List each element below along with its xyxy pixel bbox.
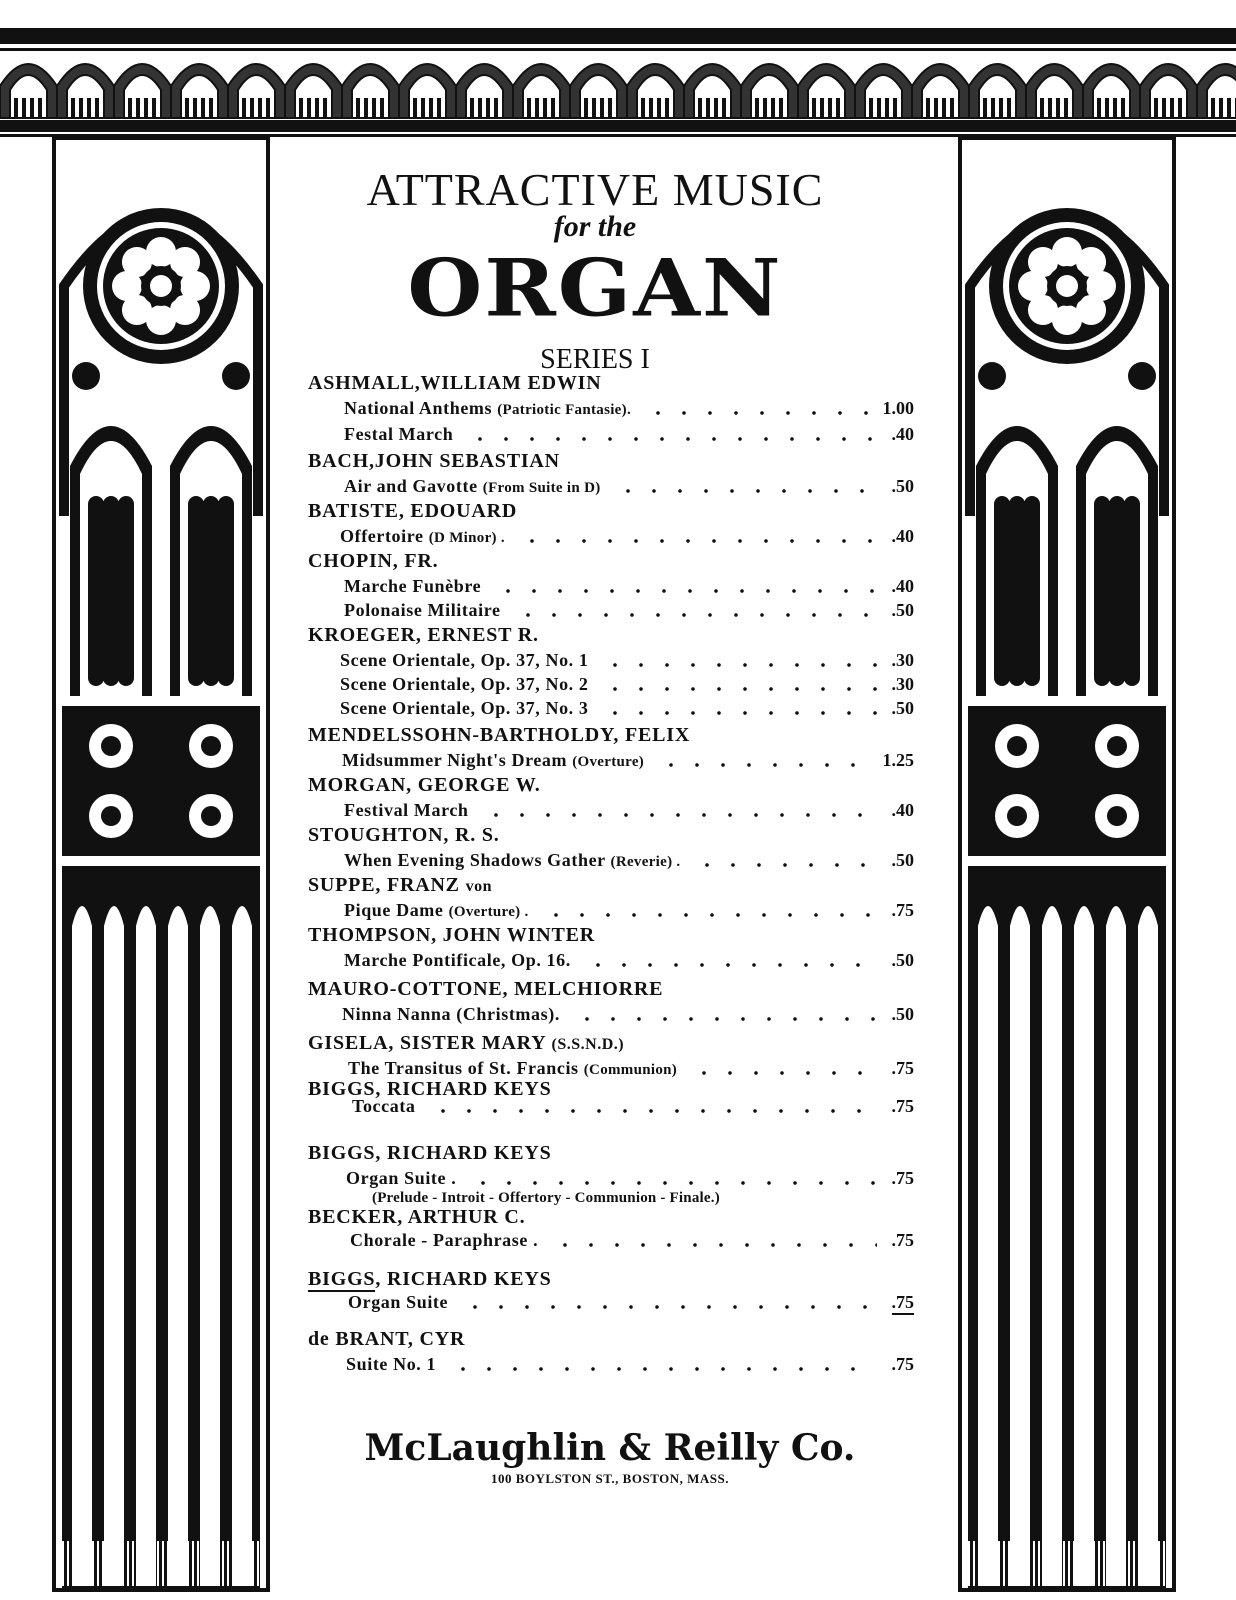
leader-dots [483,813,877,817]
work-title-text: Offertoire [340,526,424,546]
work-price: .40 [891,576,914,596]
work-price: .40 [891,800,914,820]
work-title-text: Ninna Nanna (Christmas). [342,1004,560,1024]
composer-name [308,978,663,1001]
composer-name [308,450,560,473]
work-title [350,1230,538,1251]
leader-dots [694,863,877,867]
work-price: .50 [891,600,914,620]
work-title-text: Scene Orientale, Op. 37, No. 1 [340,650,589,670]
composer-name [308,924,595,947]
work-title-text: Festal March [344,424,454,444]
work-title [344,600,501,621]
composer-name-extra: (S.S.N.D.) [551,1036,625,1053]
work-title-text: Scene Orientale, Op. 37, No. 2 [340,674,589,694]
work-title-text: The Transitus of St. Francis [348,1058,579,1078]
work-detail: (From Suite in D) [482,480,601,496]
work-detail: (Reverie) . [610,854,681,870]
border-arch [741,64,798,118]
work-title [352,1096,416,1117]
border-arch [513,64,570,118]
composer-name-text: GISELA, SISTER MARY [308,1032,546,1054]
leader-dots [574,1017,877,1021]
composer-name [308,624,539,647]
trefoil-ornament [222,362,250,390]
work-title [340,650,588,671]
title-line-2: for the [553,210,637,243]
border-arch [456,64,513,118]
border-arch [1140,64,1197,118]
work-title-text: National Anthems [344,398,493,418]
composer-name [308,774,541,797]
leader-dots [450,1367,877,1371]
leader-dots [658,763,868,767]
work-title [340,526,505,547]
leader-dots [515,613,877,617]
work-title-text: Air and Gavotte [344,476,478,496]
composer-name [308,550,438,573]
border-arch [399,64,456,118]
title-line-1: ATTRACTIVE MUSIC [366,164,824,215]
work-title [340,698,588,719]
leader-dots [602,687,877,691]
work-title [342,1004,560,1025]
work-price: 1.25 [882,750,914,770]
work-price: .30 [891,650,914,670]
work-detail: (Overture) [572,754,645,770]
border-arch [570,64,627,118]
leader-dots [467,437,877,441]
work-title [344,398,631,419]
work-price: .75 [891,900,914,920]
work-title-text: Organ Suite . [346,1168,457,1188]
work-title [344,476,601,497]
work-price: .75 [891,1058,914,1078]
publisher-name: McLaughlin & Reilly Co. [364,1427,856,1469]
composer-name-extra: von [465,878,493,895]
border-arch [1083,64,1140,118]
border-arch [228,64,285,118]
work-title [344,576,481,597]
work-title-text: Festival March [344,800,469,820]
work-contents-note: (Prelude - Introit - Offertory - Communion - Finale.) [372,1190,720,1206]
leader-dots [602,711,877,715]
pillar-ornament-band [968,706,1166,856]
composer-name-text: MAURO-COTTONE, MELCHIORRE [308,978,664,1000]
border-arch [57,64,114,118]
leader-dots [602,663,877,667]
work-title [342,750,644,771]
publisher-address: 100 BOYLSTON ST., BOSTON, MASS. [490,1471,729,1486]
work-detail: (Communion) [583,1062,678,1078]
work-price: .40 [891,424,914,444]
composer-name-text: THOMPSON, JOHN WINTER [308,924,596,946]
work-price: .50 [891,1004,914,1024]
work-title-text: Polonaise Militaire [344,600,501,620]
work-price: .75 [892,1292,915,1315]
border-arch [855,64,912,118]
border-arch [285,64,342,118]
trefoil-ornament [1128,362,1156,390]
work-title [344,900,529,921]
leader-dots [585,963,877,967]
border-arch [342,64,399,118]
composer-name-text: KROEGER, ERNEST R. [308,624,539,646]
composer-name [308,724,690,747]
work-title-text: Marche Pontificale, Op. 16. [344,950,571,970]
composer-name-text: ASHMALL,WILLIAM EDWIN [308,372,602,394]
work-title [344,850,680,871]
composer-name-text: BIGGS, RICHARD KEYS [308,1142,552,1164]
leader-dots [615,489,877,493]
composer-name [308,874,492,897]
composer-name-underlined: BIGGS [308,1268,376,1290]
leader-dots [543,913,877,917]
work-title [348,1058,677,1079]
work-price: .75 [891,1168,914,1188]
work-price: .75 [891,1096,914,1116]
work-title-text: Marche Funèbre [344,576,482,596]
composer-name-text: BIGGS, RICHARD KEYS [308,1078,552,1100]
border-arch [798,64,855,118]
composer-name [308,1206,525,1229]
composer-name-text: BATISTE, EDOUARD [308,500,518,522]
pillar-ornament-band [62,706,260,856]
work-title-text: Chorale - Paraphrase . [350,1230,539,1250]
work-title [340,674,588,695]
border-arch [684,64,741,118]
work-title-text: Midsummer Night's Dream [342,750,568,770]
composer-name-rest: , RICHARD KEYS [375,1268,552,1290]
trefoil-ornament [72,362,100,390]
composer-name [308,824,500,847]
border-arch [969,64,1026,118]
work-title-text: Toccata [352,1096,416,1116]
border-arch [0,64,57,118]
border-arch [912,64,969,118]
work-detail: (D Minor) . [428,530,505,546]
work-price: .75 [891,1230,914,1250]
work-price: .40 [891,526,914,546]
work-title-text: Organ Suite [348,1292,449,1312]
composer-name [308,1328,465,1351]
leader-dots [645,411,868,415]
border-arch [171,64,228,118]
work-price: .50 [891,698,914,718]
gothic-pillar-left [52,136,270,1592]
composer-name-text: BACH,JOHN SEBASTIAN [308,450,560,472]
title-organ: ORGAN [407,242,783,335]
border-arch [114,64,171,118]
work-title [346,1168,456,1189]
composer-name-text: de BRANT, CYR [308,1328,466,1350]
work-title [344,950,571,971]
work-detail: (Overture) . [448,904,529,920]
leader-dots [470,1181,877,1185]
composer-name-text: CHOPIN, FR. [308,550,439,572]
leader-dots [462,1305,877,1309]
leader-dots [430,1109,877,1113]
work-title-text: When Evening Shadows Gather [344,850,606,870]
work-title [344,424,453,445]
composer-name [308,1078,552,1101]
border-arch [627,64,684,118]
composer-name-text: STOUGHTON, R. S. [308,824,500,846]
leader-dots [691,1071,877,1075]
composer-name-text: BECKER, ARTHUR C. [308,1206,526,1228]
work-price: .50 [891,476,914,496]
work-price: .50 [891,850,914,870]
border-arch [1197,64,1236,118]
composer-name [308,500,517,523]
series-label: SERIES I [540,344,650,375]
work-price: 1.00 [882,398,914,418]
work-detail: (Patriotic Fantasie). [497,402,631,418]
trefoil-ornament [978,362,1006,390]
work-title [344,800,469,821]
composer-name [308,372,602,395]
leader-dots [519,539,877,543]
work-title [348,1292,448,1313]
composer-name-text: MORGAN, GEORGE W. [308,774,541,796]
gothic-pillar-right [958,136,1176,1592]
work-price: .30 [891,674,914,694]
work-title-text: Suite No. 1 [346,1354,437,1374]
work-title [346,1354,436,1375]
composer-name [308,1142,552,1165]
composer-name [308,1032,624,1055]
border-arch [1026,64,1083,118]
gothic-arch-border [0,28,1236,138]
work-title-text: Pique Dame [344,900,444,920]
leader-dots [552,1243,877,1247]
work-price: .50 [891,950,914,970]
work-title-text: Scene Orientale, Op. 37, No. 3 [340,698,589,718]
leader-dots [495,589,877,593]
composer-name-text: SUPPE, FRANZ [308,874,460,896]
composer-name [308,1268,552,1291]
composer-name-text: MENDELSSOHN-BARTHOLDY, FELIX [308,724,691,746]
work-price: .75 [891,1354,914,1374]
